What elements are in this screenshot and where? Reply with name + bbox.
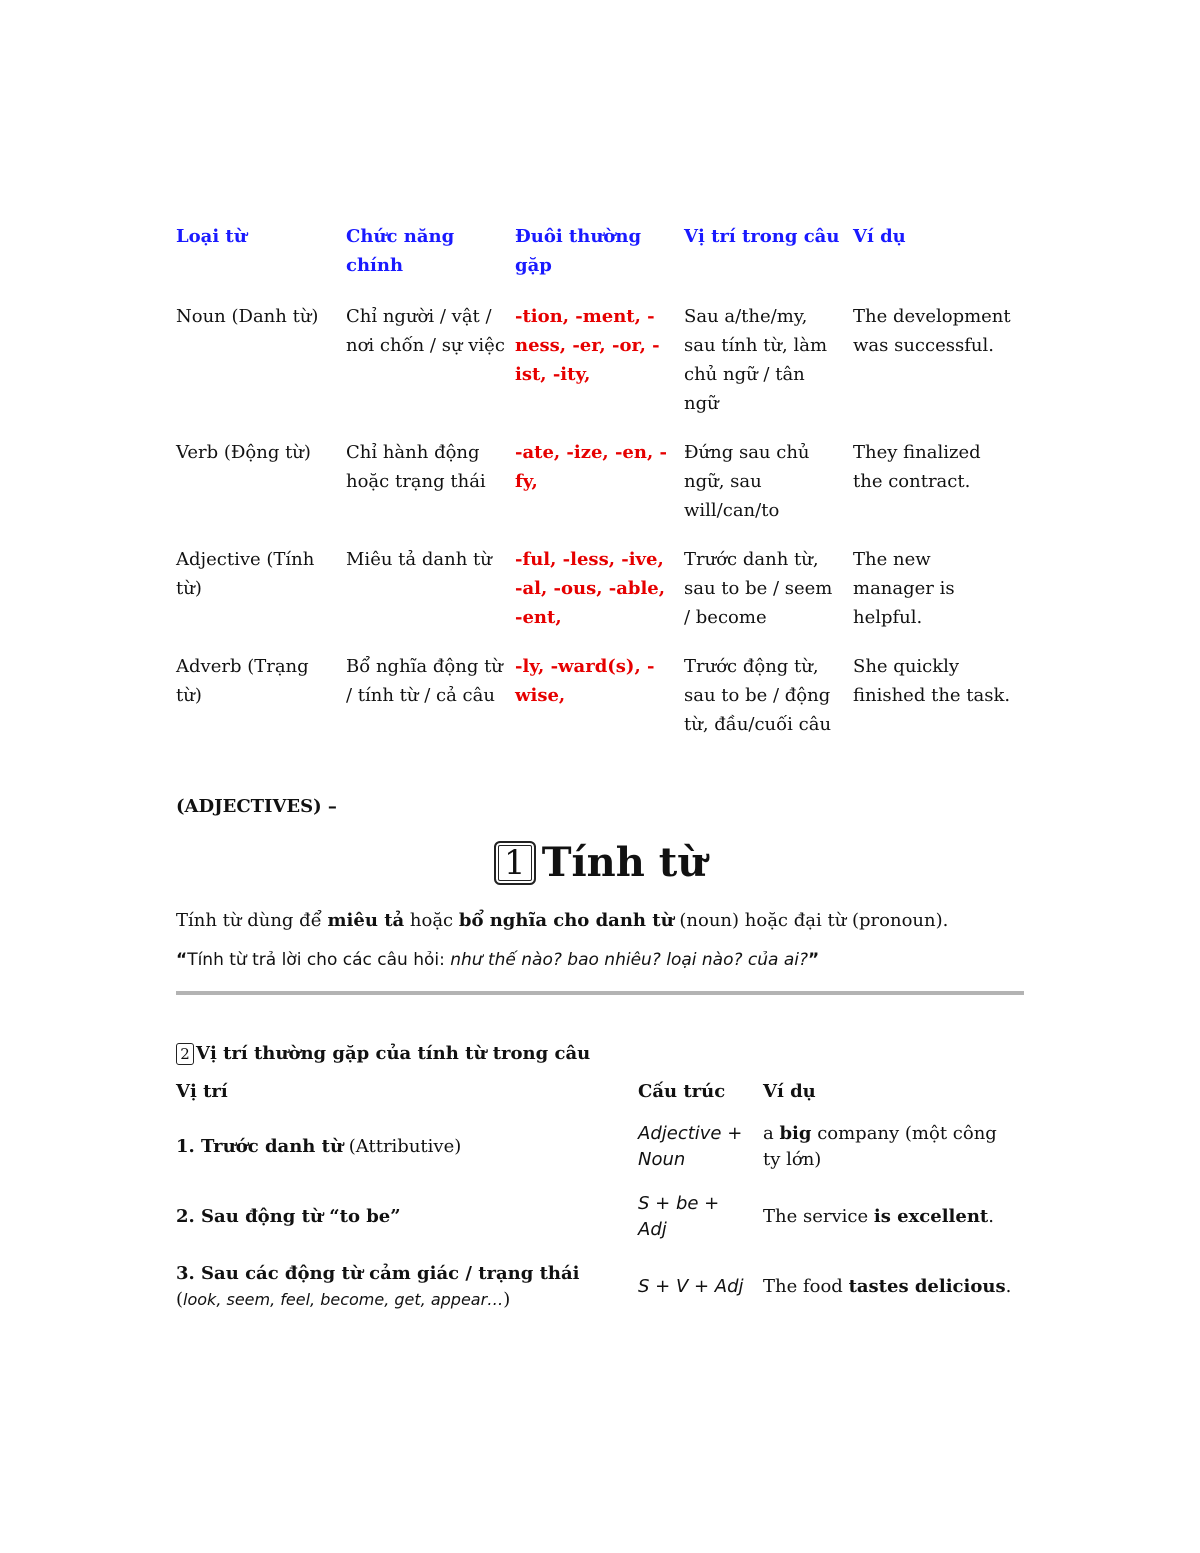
header-example: Ví dụ [763,1081,816,1102]
quote-text: Tính từ trả lời cho các câu hỏi: [187,950,451,970]
example-cell: They finalized the contract. [853,442,981,492]
table-row [176,652,1024,759]
word-class-cell: Adverb (Trạng từ) [176,656,309,706]
open-quote-mark: “ [176,950,188,970]
number-badge-1: 1 [494,841,536,885]
section-1-title-text: Tính từ [541,839,707,886]
example-post: . [988,1206,994,1227]
intro-bold-1: miêu tả [327,910,405,931]
suffix-cell: -tion, -ment, -ness, -er, -or, -ist, -ity, [515,306,660,385]
position-label: 2. Sau động từ “to be” [176,1206,401,1227]
table-row [176,1261,1024,1331]
adjective-definition [176,907,1024,935]
position-verbs: look, seem, feel, become, get, appear… [183,1290,504,1309]
example-cell: The development was successful. [853,306,1011,356]
suffix-cell: -ate, -ize, -en, -fy, [515,442,667,492]
structure-cell: Adjective + Noun [638,1123,743,1170]
section-2-heading [176,1041,1024,1067]
header-sentence-position: Vị trí trong câu [684,226,840,247]
function-cell: Chỉ hành động hoặc trạng thái [346,442,486,492]
header-word-class: Loại từ [176,226,247,247]
header-common-suffixes: Đuôi thường gặp [515,226,642,276]
example-pre: a [763,1123,780,1144]
adjective-position-table [176,1079,1024,1331]
table-row [176,1121,1024,1191]
position-note: (Attributive) [343,1136,462,1157]
function-cell: Miêu tả danh từ [346,549,492,570]
position-cell: Trước danh từ, sau to be / seem / become [684,549,833,628]
example-cell [763,1261,1024,1331]
word-class-header-row [176,222,1024,302]
example-post: company (một công ty lớn) [763,1123,997,1170]
example-post: . [1005,1276,1012,1297]
example-cell: She quickly finished the task. [853,656,1011,706]
document-page [176,222,1024,1331]
adjectives-heading: (ADJECTIVES) – [176,796,337,817]
intro-bold-2: bổ nghĩa cho danh từ [458,910,674,931]
position-cell [176,1191,638,1261]
close-quote-mark: ” [808,950,820,970]
word-class-cell: Adjective (Tính từ) [176,549,315,599]
intro-text-2: hoặc [404,910,459,931]
example-bold: is excellent [873,1206,989,1227]
number-badge-2: 2 [176,1043,194,1065]
section-2-title: Vị trí thường gặp của tính từ trong câu [196,1043,591,1064]
example-bold: tastes delicious [848,1276,1006,1297]
position-cell [176,1121,638,1191]
position-note-open: ( [176,1289,184,1310]
position-label: 1. Trước danh từ [176,1136,344,1157]
example-pre: The food [763,1276,849,1297]
table-row [176,545,1024,652]
table-row [176,302,1024,438]
position-header-row [176,1079,1024,1121]
intro-text-1: Tính từ dùng để [176,910,328,931]
header-position: Vị trí [176,1081,228,1102]
adjective-questions-quote [176,947,1024,973]
example-pre: The service [763,1206,874,1227]
example-cell [763,1191,1024,1261]
position-cell [176,1261,638,1331]
structure-cell: S + V + Adj [638,1276,744,1297]
table-row [176,1191,1024,1261]
example-cell [763,1121,1024,1191]
word-class-cell: Noun (Danh từ) [176,306,319,327]
table-row [176,438,1024,545]
intro-text-3: (noun) hoặc đại từ (pronoun). [673,910,949,931]
suffix-cell: -ly, -ward(s), -wise, [515,656,655,706]
function-cell: Bổ nghĩa động từ / tính từ / cả câu [346,656,503,706]
section-1-title [176,835,1024,891]
header-example: Ví dụ [853,226,906,247]
suffix-cell: -ful, -less, -ive, -al, -ous, -able, -ent, [515,549,666,628]
position-label: 3. Sau các động từ cảm giác / trạng thái [176,1263,580,1284]
position-cell: Đứng sau chủ ngữ, sau will/can/to [684,442,810,521]
header-structure: Cấu trúc [638,1081,726,1102]
word-class-table [176,222,1024,759]
structure-cell: S + be + Adj [638,1193,720,1240]
example-cell: The new manager is helpful. [853,549,955,628]
example-bold: big [779,1123,812,1144]
quote-questions: như thế nào? bao nhiêu? loại nào? của ai? [450,950,809,970]
header-main-function: Chức năng chính [346,226,455,276]
position-cell: Trước động từ, sau to be / động từ, đầu/cuối câu [684,656,832,735]
position-note-close: ) [503,1289,511,1310]
word-class-cell: Verb (Động từ) [176,442,311,463]
horizontal-divider [176,991,1024,995]
position-cell: Sau a/the/my, sau tính từ, làm chủ ngữ / tân ngữ [684,306,828,414]
function-cell: Chỉ người / vật / nơi chốn / sự việc [346,306,505,356]
